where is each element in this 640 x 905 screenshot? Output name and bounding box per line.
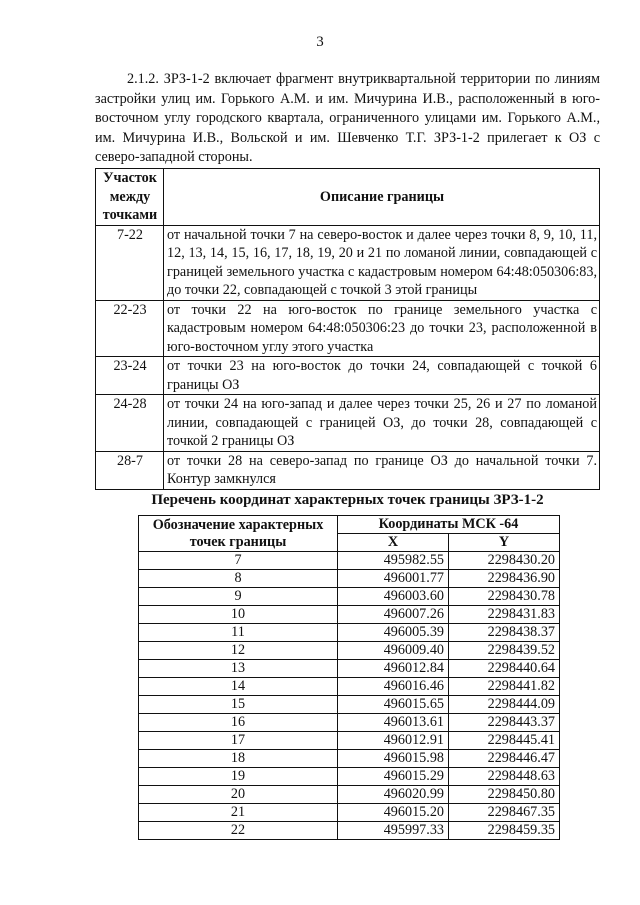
point-cell: 14: [139, 678, 338, 696]
table-row: [139, 786, 560, 804]
description-cell: от точки 23 на юго-восток до точки 24, совпадающей с точкой 6 границы ОЗ: [164, 357, 600, 395]
x-cell: 495982.55: [338, 552, 449, 570]
segment-cell: 23-24: [96, 357, 164, 395]
x-cell: 496020.99: [338, 786, 449, 804]
y-cell: 2298440.64: [449, 660, 560, 678]
table-row: [139, 804, 560, 822]
table-row: [139, 768, 560, 786]
coordinates-header-row: [139, 516, 560, 534]
description-cell: от точки 28 на северо-запад по границе ОЗ до начальной точки 7. Контур замкнулся: [164, 451, 600, 489]
segment-cell: 24-28: [96, 395, 164, 452]
x-cell: 496015.98: [338, 750, 449, 768]
table-row: [96, 357, 600, 395]
point-cell: 18: [139, 750, 338, 768]
y-cell: 2298467.35: [449, 804, 560, 822]
x-cell: 496012.91: [338, 732, 449, 750]
point-cell: 19: [139, 768, 338, 786]
boundary-table-header: [96, 169, 600, 226]
description-cell: от точки 22 на юго-восток по границе земельного участка с кадастровым номером 64:48:050306:23 до точки 23, расположенной в юго-восточном углу этого участка: [164, 300, 600, 357]
x-cell: 496015.20: [338, 804, 449, 822]
y-cell: 2298443.37: [449, 714, 560, 732]
y-cell: 2298430.20: [449, 552, 560, 570]
point-cell: 17: [139, 732, 338, 750]
table-row: [139, 678, 560, 696]
point-cell: 12: [139, 642, 338, 660]
coordinates-title: Перечень координат характерных точек границы ЗРЗ-1-2: [151, 492, 544, 508]
table-row: [139, 714, 560, 732]
point-cell: 22: [139, 822, 338, 840]
y-cell: 2298439.52: [449, 642, 560, 660]
description-cell: от начальной точки 7 на северо-восток и далее через точки 8, 9, 10, 11, 12, 13, 14, 15, 16, 17, 18, 19, 20 и 21 по ломаной линии, совпадающей с границей земельного участка с кадастровым номером 64:48:050306:83, до точки 22, совпадающей с точкой 3 этой границы: [164, 225, 600, 300]
point-cell: 11: [139, 624, 338, 642]
table-row: [96, 451, 600, 489]
x-cell: 496003.60: [338, 588, 449, 606]
point-cell: 20: [139, 786, 338, 804]
x-cell: 496005.39: [338, 624, 449, 642]
description-header: Описание границы: [164, 169, 600, 226]
table-row: [139, 822, 560, 840]
table-row: [96, 225, 600, 300]
table-row: [139, 552, 560, 570]
coordinates-table: [138, 515, 560, 840]
y-header: Y: [449, 534, 560, 552]
y-cell: 2298430.78: [449, 588, 560, 606]
point-cell: 21: [139, 804, 338, 822]
table-row: [139, 750, 560, 768]
y-cell: 2298441.82: [449, 678, 560, 696]
point-cell: 7: [139, 552, 338, 570]
points-header: Обозначение характерных точек границы: [139, 516, 338, 552]
point-cell: 13: [139, 660, 338, 678]
y-cell: 2298436.90: [449, 570, 560, 588]
y-cell: 2298446.47: [449, 750, 560, 768]
x-cell: 496012.84: [338, 660, 449, 678]
x-cell: 496015.29: [338, 768, 449, 786]
y-cell: 2298431.83: [449, 606, 560, 624]
point-cell: 15: [139, 696, 338, 714]
segment-cell: 22-23: [96, 300, 164, 357]
table-row: [139, 642, 560, 660]
boundary-table: [95, 168, 600, 490]
table-row: [139, 570, 560, 588]
table-row: [139, 696, 560, 714]
coordinates-body: [139, 552, 560, 840]
table-row: [139, 588, 560, 606]
y-cell: 2298450.80: [449, 786, 560, 804]
table-row: [139, 732, 560, 750]
table-row: [96, 395, 600, 452]
point-cell: 8: [139, 570, 338, 588]
segment-cell: 7-22: [96, 225, 164, 300]
coordinate-system-header: Координаты МСК -64: [338, 516, 560, 534]
x-cell: 496001.77: [338, 570, 449, 588]
x-cell: 496007.26: [338, 606, 449, 624]
description-cell: от точки 24 на юго-запад и далее через точки 25, 26 и 27 по ломаной линии, совпадающей с границей ОЗ, до точки 28, совпадающей с точкой 2 границы ОЗ: [164, 395, 600, 452]
x-cell: 496015.65: [338, 696, 449, 714]
point-cell: 9: [139, 588, 338, 606]
y-cell: 2298459.35: [449, 822, 560, 840]
x-cell: 496016.46: [338, 678, 449, 696]
page-number: 3: [316, 34, 324, 50]
point-cell: 16: [139, 714, 338, 732]
x-header: X: [338, 534, 449, 552]
x-cell: 496009.40: [338, 642, 449, 660]
table-row: [96, 300, 600, 357]
y-cell: 2298448.63: [449, 768, 560, 786]
segment-cell: 28-7: [96, 451, 164, 489]
table-row: [139, 660, 560, 678]
point-cell: 10: [139, 606, 338, 624]
y-cell: 2298445.41: [449, 732, 560, 750]
y-cell: 2298444.09: [449, 696, 560, 714]
segment-header: Участок между точками: [96, 169, 164, 226]
x-cell: 496013.61: [338, 714, 449, 732]
intro-paragraph: 2.1.2. ЗРЗ-1-2 включает фрагмент внутриквартальной территории по линиям застройки улиц им. Горького А.М. и им. Мичурина И.В., расположенный в юго-восточном углу городского квартала, ограниченного улицами им. Горького А.М., им. Мичурина И.В., Вольской и им. Шевченко Т.Г. ЗРЗ-1-2 прилегает к ОЗ с северо-западной стороны.: [95, 71, 600, 165]
table-row: [139, 606, 560, 624]
y-cell: 2298438.37: [449, 624, 560, 642]
table-row: [139, 624, 560, 642]
x-cell: 495997.33: [338, 822, 449, 840]
